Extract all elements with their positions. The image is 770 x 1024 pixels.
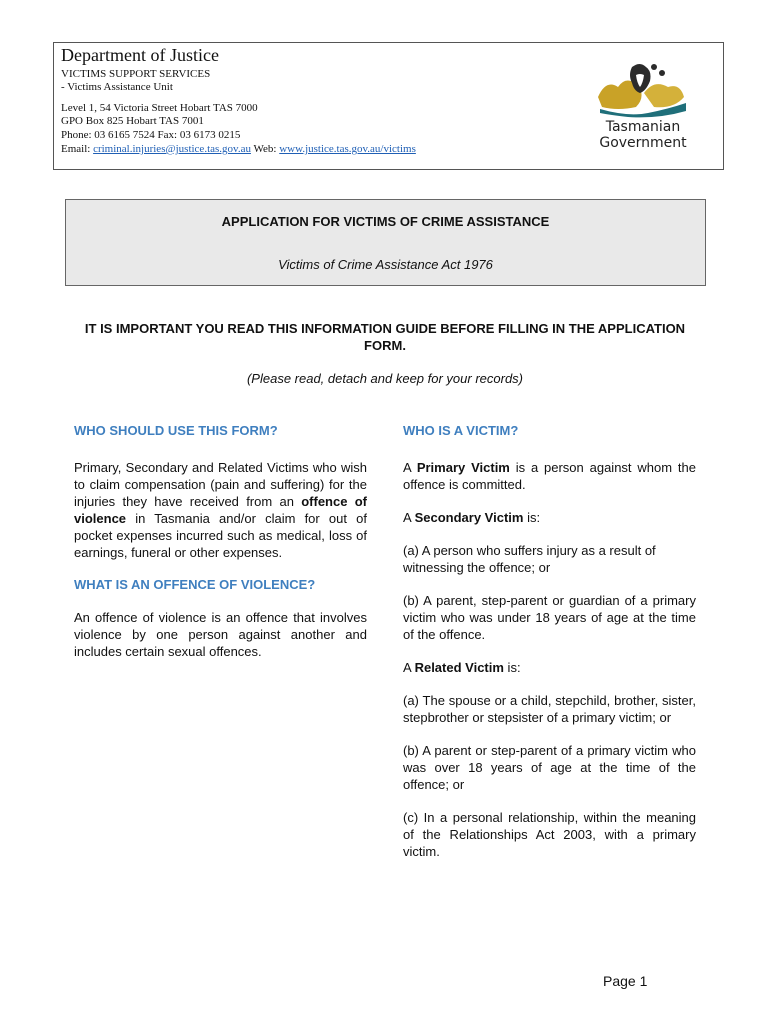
related-victim-item-b: (b) A parent or step-parent of a primary victim who was over 18 years of age at the time of the offence; or xyxy=(403,743,696,792)
tasmanian-government-logo xyxy=(588,57,698,155)
text-span: A xyxy=(403,460,417,475)
web-link[interactable]: www.justice.tas.gov.au/victims xyxy=(279,143,416,155)
secondary-victim-item-a: (a) A person who suffers injury as a result of witnessing the offence; or xyxy=(403,543,656,575)
application-title: APPLICATION FOR VICTIMS OF CRIME ASSISTANCE xyxy=(221,214,550,229)
heading-offence-of-violence: WHAT IS AN OFFENCE OF VIOLENCE? xyxy=(74,577,316,592)
tasmanian-tiger-emblem-icon xyxy=(588,57,698,119)
text-span: A xyxy=(403,510,415,525)
phone-fax-line: Phone: 03 6165 7524 Fax: 03 6173 0215 xyxy=(61,129,241,141)
right-column xyxy=(403,423,696,860)
offence-definition-paragraph: An offence of violence is an offence that involves violence by one person against another and includes certain sexual offences. xyxy=(74,610,367,659)
unit-line-2: - Victims Assistance Unit xyxy=(61,81,173,93)
address-line-2: GPO Box 825 Hobart TAS 7001 xyxy=(61,115,204,127)
logo-text-government: Government xyxy=(599,135,687,151)
heading-who-is-victim: WHO IS A VICTIM? xyxy=(403,423,519,438)
unit-line-1: VICTIMS SUPPORT SERVICES xyxy=(61,68,211,80)
address-line-1: Level 1, 54 Victoria Street Hobart TAS 7000 xyxy=(61,102,258,114)
related-victim-intro xyxy=(403,659,696,676)
letterhead xyxy=(53,42,724,170)
page-number: Page 1 xyxy=(603,973,648,989)
text-span: in Tasmania and/or claim for out of pocket expenses incurred such as medical, loss of earnings, funeral or other expenses. xyxy=(74,511,367,560)
text-span: Primary, Secondary and Related Victims who wish to claim compensation (pain and suffering) for the injuries they have received from an xyxy=(74,460,367,509)
secondary-victim-item-b: (b) A parent, step-parent or guardian of a primary victim who was under 18 years of age at the time of the offence. xyxy=(403,593,696,642)
please-read-note: (Please read, detach and keep for your records) xyxy=(246,371,524,386)
left-column xyxy=(74,423,367,660)
bold-term: Related Victim xyxy=(414,660,504,675)
bold-term: offence of violence xyxy=(74,494,367,526)
text-span: is: xyxy=(523,510,541,525)
text-span: is a person against whom the offence is committed. xyxy=(403,460,696,492)
email-label: Email: xyxy=(61,143,94,155)
important-notice: IT IS IMPORTANT YOU READ THIS INFORMATION GUIDE BEFORE FILLING IN THE APPLICATION FORM. xyxy=(84,321,686,353)
logo-text-tasmanian: Tasmanian xyxy=(605,119,681,135)
department-title: Department of Justice xyxy=(61,45,219,65)
form-title-box xyxy=(65,199,706,286)
email-link[interactable]: criminal.injuries@justice.tas.gov.au xyxy=(93,143,251,155)
related-victim-item-c: (c) In a personal relationship, within the meaning of the Relationships Act 2003, with a primary victim. xyxy=(403,810,696,859)
web-label: Web: xyxy=(250,143,280,155)
act-subtitle: Victims of Crime Assistance Act 1976 xyxy=(278,257,493,272)
text-span: A xyxy=(403,660,415,675)
bold-term: Primary Victim xyxy=(416,460,510,475)
who-should-use-paragraph xyxy=(74,459,367,561)
heading-who-should-use: WHO SHOULD USE THIS FORM? xyxy=(74,423,278,438)
primary-victim-definition xyxy=(403,459,696,493)
bold-term: Secondary Victim xyxy=(414,510,524,525)
text-span: is: xyxy=(503,660,521,675)
secondary-victim-intro xyxy=(403,509,696,526)
contact-line xyxy=(61,143,416,156)
related-victim-item-a: (a) The spouse or a child, stepchild, brother, sister, stepbrother or stepsister of a primary victim; or xyxy=(403,693,696,725)
